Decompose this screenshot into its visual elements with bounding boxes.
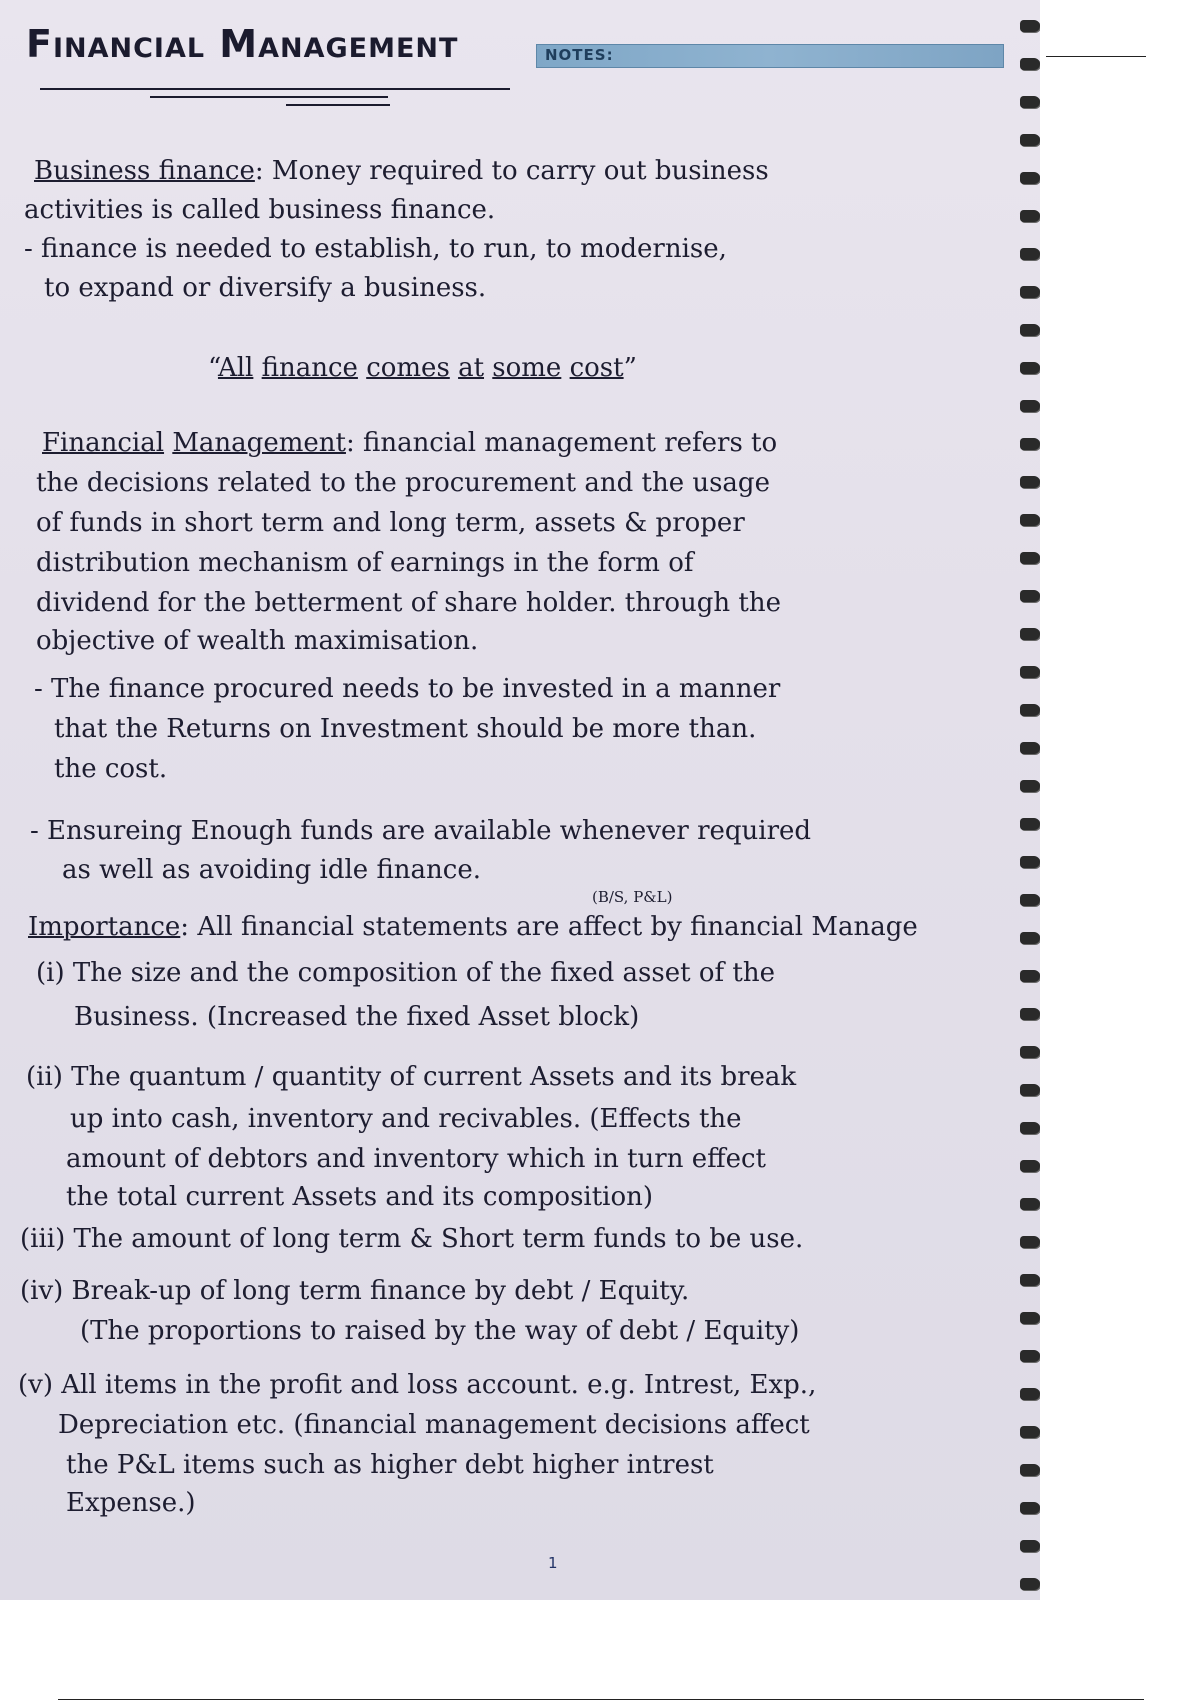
business-finance-line-3: - finance is needed to establish, to run, to modernise, xyxy=(24,234,727,264)
quote-word-comes: comes xyxy=(366,353,450,383)
spiral-ring xyxy=(1020,362,1040,374)
title-underline-third xyxy=(286,104,390,106)
business-finance-definition: Money required to carry out business xyxy=(263,156,769,186)
item-ii-line-4: the total current Assets and its composition) xyxy=(66,1182,654,1212)
item-i-line-2: Business. (Increased the fixed Asset block) xyxy=(74,1002,640,1032)
item-iii-line-1: (iii) The amount of long term & Short term funds to be use. xyxy=(20,1224,804,1254)
item-i-line-1: (i) The size and the composition of the fixed asset of the xyxy=(36,958,775,988)
title-underline xyxy=(40,88,510,90)
importance-term: Importance xyxy=(28,912,181,942)
item-v-line-3: the P&L items such as higher debt higher intrest xyxy=(66,1450,714,1480)
spiral-ring xyxy=(1020,438,1040,450)
spiral-ring xyxy=(1020,666,1040,678)
fm-line-4: distribution mechanism of earnings in the form of xyxy=(36,548,694,578)
spiral-ring xyxy=(1020,1388,1040,1400)
spiral-ring xyxy=(1020,58,1040,70)
spiral-ring xyxy=(1020,1540,1040,1552)
spiral-ring xyxy=(1020,590,1040,602)
item-iv-line-2: (The proportions to raised by the way of debt / Equity) xyxy=(80,1316,800,1346)
business-finance-line-1 xyxy=(34,158,769,184)
point-2-line-1: - Ensureing Enough funds are available whenever required xyxy=(30,816,812,846)
spiral-ring xyxy=(1020,780,1040,792)
quote-line xyxy=(208,355,637,381)
spiral-binding xyxy=(1012,0,1040,1600)
spiral-ring xyxy=(1020,628,1040,640)
fm-line-6: objective of wealth maximisation. xyxy=(36,626,479,656)
business-finance-term: Business finance xyxy=(34,156,255,186)
spiral-ring xyxy=(1020,818,1040,830)
spiral-ring xyxy=(1020,1198,1040,1210)
spiral-ring xyxy=(1020,96,1040,108)
quote-close-mark: ” xyxy=(623,353,637,383)
spiral-ring xyxy=(1020,932,1040,944)
spiral-ring xyxy=(1020,1464,1040,1476)
quote-word-at: at xyxy=(458,353,485,383)
spiral-ring xyxy=(1020,134,1040,146)
fm-line-5: dividend for the betterment of share holder. through the xyxy=(36,588,782,618)
fm-term-financial: Financial xyxy=(42,428,165,458)
spiral-ring xyxy=(1020,172,1040,184)
importance-line-1 xyxy=(28,914,918,940)
spiral-ring xyxy=(1020,1084,1040,1096)
page-number: 1 xyxy=(548,1554,558,1572)
importance-annotation: (B/S, P&L) xyxy=(592,888,673,906)
item-iv-line-1: (iv) Break-up of long term finance by debt / Equity. xyxy=(20,1276,690,1306)
importance-statement: : All financial statements are affect by financial Manage xyxy=(180,912,918,942)
spiral-ring xyxy=(1020,1426,1040,1438)
item-v-line-2: Depreciation etc. (financial management decisions affect xyxy=(58,1410,810,1440)
spiral-ring xyxy=(1020,1502,1040,1514)
page-title: Financial Management xyxy=(26,22,459,66)
spiral-ring xyxy=(1020,476,1040,488)
spiral-ring xyxy=(1020,1008,1040,1020)
spiral-ring xyxy=(1020,970,1040,982)
spiral-ring xyxy=(1020,210,1040,222)
point-1-line-1: - The finance procured needs to be invested in a manner xyxy=(34,674,781,704)
quote-word-cost: cost xyxy=(569,353,624,383)
quote-word-all: All xyxy=(217,353,254,383)
spiral-ring xyxy=(1020,894,1040,906)
spiral-ring xyxy=(1020,1274,1040,1286)
item-v-line-1: (v) All items in the profit and loss account. e.g. Intrest, Exp., xyxy=(18,1370,817,1400)
spiral-ring xyxy=(1020,324,1040,336)
spiral-ring xyxy=(1020,20,1040,32)
spiral-ring xyxy=(1020,514,1040,526)
fm-line-3: of funds in short term and long term, assets & proper xyxy=(36,508,745,538)
spiral-ring xyxy=(1020,400,1040,412)
fm-definition: : financial management refers to xyxy=(345,428,778,458)
spiral-ring xyxy=(1020,1122,1040,1134)
spiral-ring xyxy=(1020,1350,1040,1362)
fm-line-1 xyxy=(42,430,777,456)
spiral-ring xyxy=(1020,704,1040,716)
item-v-line-4: Expense.) xyxy=(66,1488,196,1518)
quote-open-mark: “ xyxy=(208,353,218,383)
spiral-ring xyxy=(1020,1160,1040,1172)
spiral-ring xyxy=(1020,248,1040,260)
top-rule xyxy=(1046,56,1146,57)
spiral-ring xyxy=(1020,552,1040,564)
point-1-line-3: the cost. xyxy=(54,754,168,784)
point-1-line-2: that the Returns on Investment should be more than. xyxy=(54,714,757,744)
item-ii-line-2: up into cash, inventory and recivables. (Effects the xyxy=(70,1104,742,1134)
quote-word-some: some xyxy=(492,353,562,383)
spiral-ring xyxy=(1020,1578,1040,1590)
spiral-ring xyxy=(1020,742,1040,754)
title-underline-second xyxy=(150,96,388,98)
item-ii-line-1: (ii) The quantum / quantity of current Assets and its break xyxy=(26,1062,797,1092)
notes-band xyxy=(536,44,1004,68)
business-finance-line-2: activities is called business finance. xyxy=(24,195,496,225)
spiral-ring xyxy=(1020,856,1040,868)
point-2-line-2: as well as avoiding idle finance. xyxy=(62,855,481,885)
business-finance-colon: : xyxy=(254,156,264,186)
spiral-ring xyxy=(1020,1046,1040,1058)
spiral-ring xyxy=(1020,1312,1040,1324)
fm-line-2: the decisions related to the procurement and the usage xyxy=(36,468,770,498)
item-ii-line-3: amount of debtors and inventory which in turn effect xyxy=(66,1144,766,1174)
quote-word-finance: finance xyxy=(261,353,358,383)
spiral-ring xyxy=(1020,1236,1040,1248)
notes-label: NOTES: xyxy=(545,46,614,64)
business-finance-line-4: to expand or diversify a business. xyxy=(44,273,487,303)
fm-term-management: Management xyxy=(172,428,346,458)
spiral-ring xyxy=(1020,286,1040,298)
